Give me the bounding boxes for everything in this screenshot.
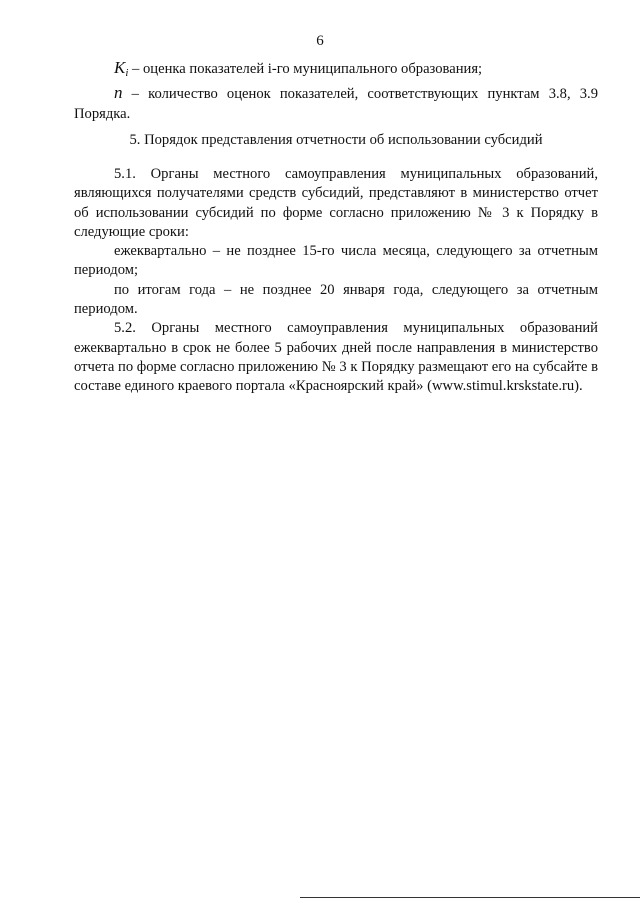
definition-n: n – количество оценок показателей, соответствующих пунктам 3.8, 3.9 Порядка. [74,83,598,122]
paragraph-yearly: по итогам года – не позднее 20 января года, следующего за отчетным периодом. [74,281,598,318]
definition-k: $K_i$ – оценка показателей i-го муниципального образования; [114,58,483,79]
paragraph-quarterly: ежеквартально – не позднее 15-го числа месяца, следующего за отчетным периодом; [74,243,598,279]
section-heading: 5. Порядок представления отчетности об использовании субсидий [129,132,543,148]
symbol-n: n [114,83,123,103]
symbol-k: $K_i$ [114,58,129,79]
section-heading-block [74,131,598,150]
bottom-rule [300,897,640,898]
paragraph-5-2: 5.2. Органы местного самоуправления муниципальных образований ежеквартально в срок не более 5 рабочих дней после направления в министерство отчета по форме согласно приложению № 3 к Порядку размещают его на субсайте в составе единого краевого портала «Красноярский край» (www.stimul.krskstate.ru). [74,320,598,395]
paragraph-5-1: 5.1. Органы местного самоуправления муниципальных образований, являющихся получателями средств субсидий, представляют в министерство отчет об использовании субсидий по форме согласно приложению № 3 к Порядку в следующие сроки: [74,166,598,240]
definitions-block [74,58,598,124]
section-body [74,165,598,397]
page-number: 6 [316,33,324,49]
